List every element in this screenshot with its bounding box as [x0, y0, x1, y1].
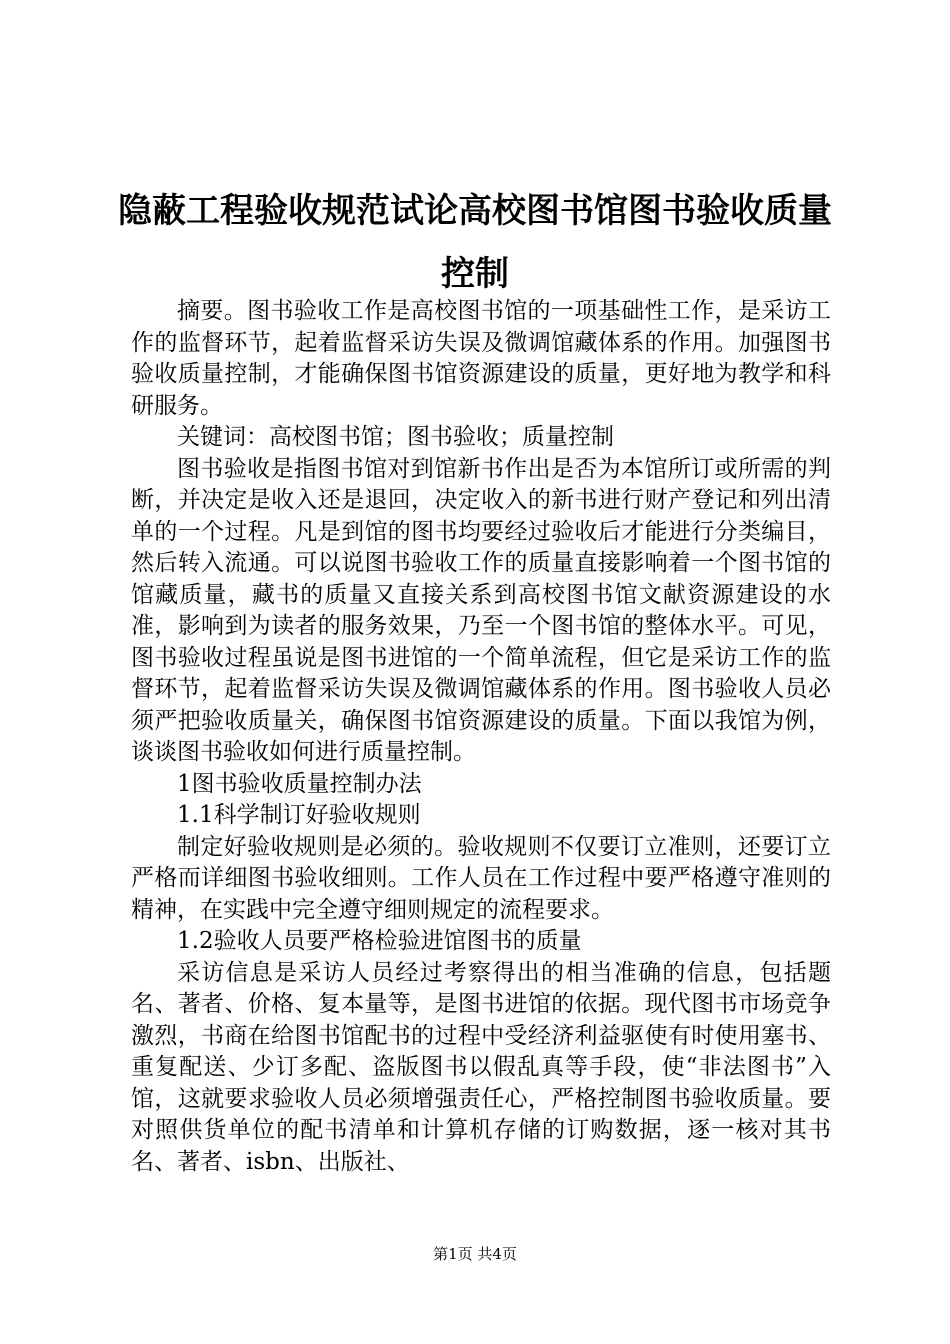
document-body: [131, 296, 831, 1178]
page-number-footer: 第1页 共4页: [433, 1245, 517, 1263]
section-heading: 1图书验收质量控制办法: [177, 770, 422, 797]
intro-paragraph: 图书验收是指图书馆对到馆新书作出是否为本馆所订或所需的判断，并决定是收入还是退回，决定收入的新书进行财产登记和列出清单的一个过程。凡是到馆的图书均要经过验收后才能进行分类编目，然后转入流通。可以说图书验收工作的质量直接影响着一个图书馆的馆藏质量，藏书的质量又直接关系到高校图书馆文献资源建设的水准，影响到为读者的服务效果，乃至一个图书馆的整体水平。可见，图书验收过程虽说是图书进馆的一个简单流程，但它是采访工作的监督环节，起着监督采访失误及微调馆藏体系的作用。图书验收人员必须严把验收质量关，确保图书馆资源建设的质量。下面以我馆为例，谈谈图书验收如何进行质量控制。: [131, 455, 831, 765]
keywords-paragraph: 关键词：高校图书馆；图书验收；质量控制: [177, 424, 614, 450]
subsection-heading: 1.2验收人员要严格检验进馆图书的质量: [177, 928, 582, 954]
subsection-heading: 1.1科学制订好验收规则: [177, 802, 421, 828]
abstract-paragraph: 摘要。图书验收工作是高校图书馆的一项基础性工作，是采访工作的监督环节，起着监督采访失误及微调馆藏体系的作用。加强图书验收质量控制，才能确保图书馆资源建设的质量，更好地为教学和科研服务。: [131, 298, 831, 419]
body-paragraph: 采访信息是采访人员经过考察得出的相当准确的信息，包括题名、著者、价格、复本量等，是图书进馆的依据。现代图书市场竞争激烈，书商在给图书馆配书的过程中受经济利益驱使有时使用塞书、重复配送、少订多配、盗版图书以假乱真等手段，使“非法图书”入馆，这就要求验收人员必须增强责任心，严格控制图书验收质量。要对照供货单位的配书清单和计算机存储的订购数据，逐一核对其书名、著者、isbn、出版社、: [131, 959, 831, 1175]
body-paragraph: 制定好验收规则是必须的。验收规则不仅要订立准则，还要订立严格而详细图书验收细则。工作人员在工作过程中要严格遵守准则的精神，在实践中完全遵守细则规定的流程要求。: [131, 833, 831, 923]
document-title: 隐蔽工程验收规范试论高校图书馆图书验收质量控制: [118, 191, 832, 294]
